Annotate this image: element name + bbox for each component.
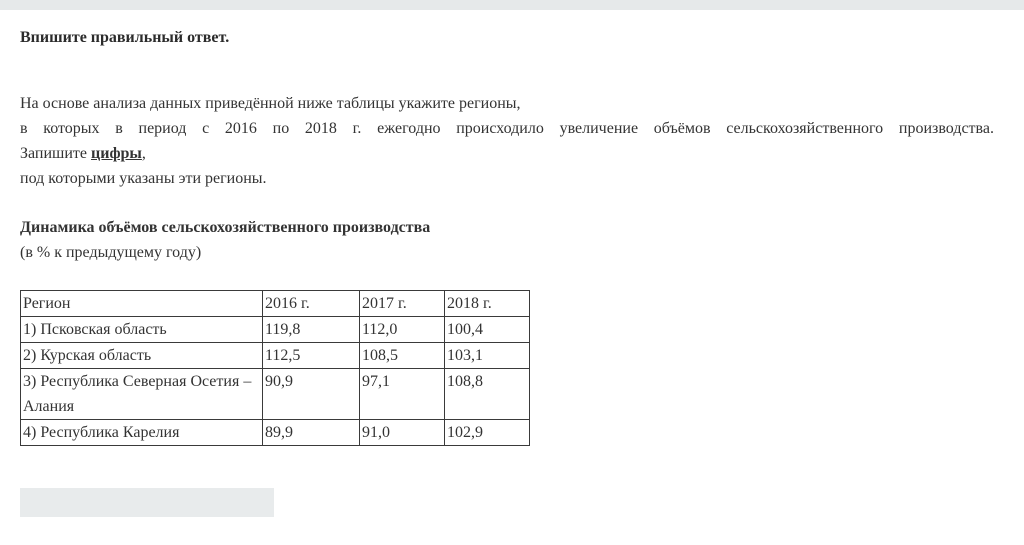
table-header-row [21,291,530,317]
table-cell: 119,8 [263,317,360,343]
table-row [21,343,530,369]
table-header-cell: Регион [21,291,263,317]
table-cell: 89,9 [263,420,360,446]
top-bar [0,0,1024,10]
table-caption [20,215,430,265]
task-instruction: Впишите правильный ответ. [20,29,230,46]
table-cell-region: 4) Республика Карелия [21,420,263,446]
table-header-cell: 2016 г. [263,291,360,317]
question-line-1: На основе анализа данных приведённой ниже таблицы укажите регионы, [20,95,521,112]
table-header-cell: 2017 г. [360,291,445,317]
data-table [20,290,530,446]
table-cell: 108,5 [360,343,445,369]
table-cell: 97,1 [360,369,445,420]
question-line-4: под которыми указаны эти регионы. [20,170,267,187]
question-line-2: в которых в период с 2016 по 2018 г. ежегодно происходило увеличение объёмов сельскохозяйственного производства. [20,120,994,137]
table-cell: 103,1 [445,343,530,369]
table-cell: 112,0 [360,317,445,343]
question-line-3-prefix: Запишите [20,145,92,162]
table-cell: 100,4 [445,317,530,343]
question-line-3-suffix: , [141,145,146,162]
table-subtitle: (в % к предыдущему году) [20,244,202,261]
question-line-3 [20,141,994,166]
table-cell: 90,9 [263,369,360,420]
table-cell: 91,0 [360,420,445,446]
question-emphasis: цифры [91,145,142,162]
table-title: Динамика объёмов сельскохозяйственного производства [20,219,431,236]
question-text [20,91,994,191]
table-row [21,369,530,420]
table-row [21,317,530,343]
table-row [21,420,530,446]
table-cell-region: 3) Республика Северная Осетия – Алания [21,369,263,420]
table-cell: 112,5 [263,343,360,369]
table-header-cell: 2018 г. [445,291,530,317]
table-cell: 102,9 [445,420,530,446]
table-cell: 108,8 [445,369,530,420]
table-cell-region: 2) Курская область [21,343,263,369]
table-cell-region: 1) Псковская область [21,317,263,343]
answer-input[interactable] [20,488,274,517]
